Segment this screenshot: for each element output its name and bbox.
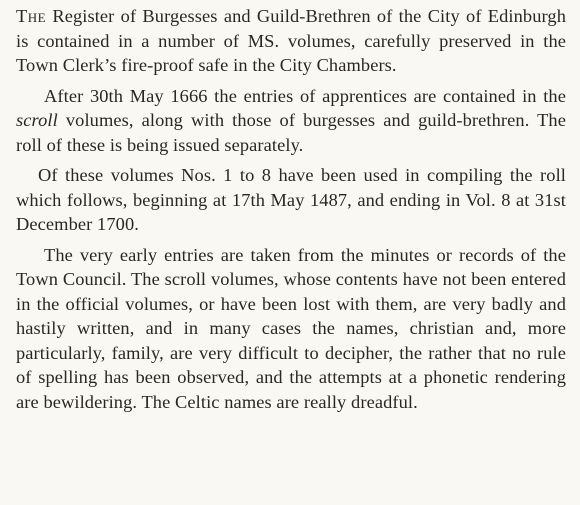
paragraph-emphasis: scroll xyxy=(16,110,58,130)
paragraph-text-after: volumes, along with those of burgesses and guild-brethren. The roll of these is being issued separately. xyxy=(16,110,566,155)
paragraph-text: Of these volumes Nos. 1 to 8 have been used in compiling the roll which follows, beginning at 17th May 1487, and ending in Vol. 8 at 31st December 1700. xyxy=(16,165,566,234)
paragraph-text: The very early entries are taken from the minutes or records of the Town Council. The scroll volumes, whose contents have not been entered in the official volumes, or have been lost with them, are very badly and hastily written, and in many cases the names, christian and, more particularly, family, are very difficult to decipher, the rather that no rule of spelling has been observed, and the attempts at a phonetic rendering are bewildering. The Celtic names are really dreadful. xyxy=(16,244,566,412)
paragraph-register-description xyxy=(16,4,566,78)
paragraph-text-before: After 30th May 1666 the entries of apprentices are contained in the xyxy=(44,85,566,106)
paragraph-volumes-used xyxy=(16,163,566,237)
paragraph-apprentices xyxy=(16,84,566,158)
paragraph-early-entries xyxy=(16,243,566,415)
paragraph-text: Register of Burgesses and Guild-Brethren of the City of Edinburgh is contained in a number of MS. volumes, carefully preserved in the Town Clerk’s fire-proof safe in the City Chambers. xyxy=(16,6,566,75)
paragraph-lead-word: The xyxy=(16,6,47,26)
